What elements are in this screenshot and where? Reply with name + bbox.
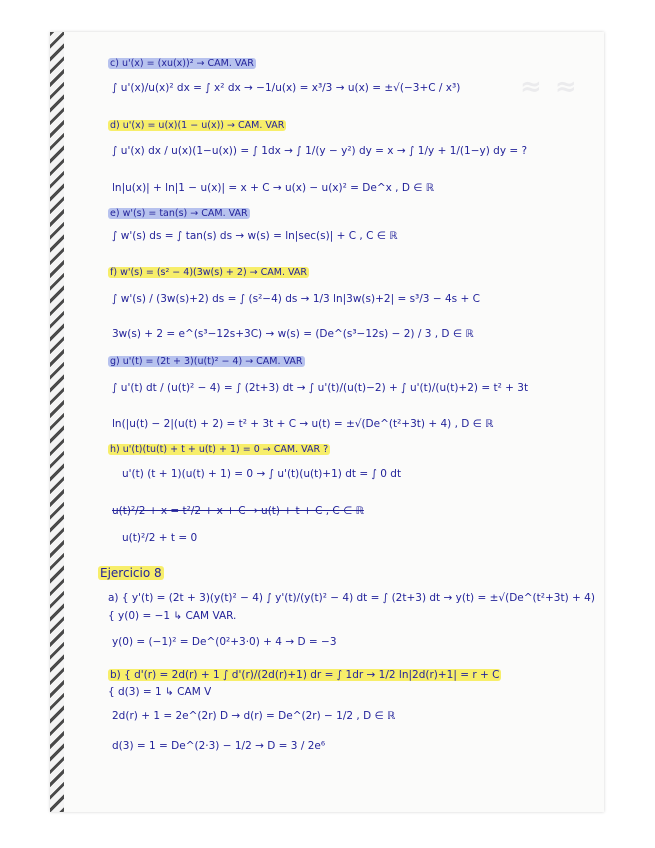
- note-line-e-1: ∫ w'(s) ds = ∫ tan(s) ds → w(s) = ln|sec(s)| + C , C ∈ ℝ: [112, 230, 398, 242]
- note-line-g-1: ∫ u'(t) dt / (u(t)² − 4) = ∫ (2t+3) dt → ∫ u'(t)/(u(t)−2) + ∫ u'(t)/(u(t)+2) = t² + 3t: [112, 382, 529, 394]
- note-line-g-head: g) u'(t) = (2t + 3)(u(t)² − 4) → CAM. VAR: [110, 356, 303, 367]
- note-line-g-2: ln(|u(t) − 2|(u(t) + 2) = t² + 3t + C → u(t) = ±√(De^(t²+3t) + 4) , D ∈ ℝ: [112, 418, 494, 430]
- note-line-f-1: ∫ w'(s) / (3w(s)+2) ds = ∫ (s²−4) ds → 1/3 ln|3w(s)+2| = s³/3 − 4s + C: [112, 293, 480, 305]
- note-line-f-2: 3w(s) + 2 = e^(s³−12s+3C) → w(s) = (De^(s³−12s) − 2) / 3 , D ∈ ℝ: [112, 328, 474, 340]
- note-line-h-head: h) u'(t)(tu(t) + t + u(t) + 1) = 0 → CAM. VAR ?: [110, 444, 329, 455]
- note-line-h-1: u'(t) (t + 1)(u(t) + 1) = 0 → ∫ u'(t)(u(t)+1) dt = ∫ 0 dt: [122, 468, 402, 480]
- note-line-b-4: d(3) = 1 = De^(2·3) − 1/2 → D = 3 / 2e⁶: [112, 740, 326, 752]
- note-line-a-2: { y(0) = −1 ↳ CAM VAR.: [108, 610, 237, 622]
- note-line-b-3: 2d(r) + 1 = 2e^(2r) D → d(r) = De^(2r) − 1/2 , D ∈ ℝ: [112, 710, 396, 722]
- bleed-through-text: ≈ ≈: [520, 72, 579, 102]
- note-line-d-2: ln|u(x)| + ln|1 − u(x)| = x + C → u(x) − u(x)² = De^x , D ∈ ℝ: [112, 182, 435, 194]
- spiral-binding: [50, 32, 64, 812]
- note-line-a-3: y(0) = (−1)² = De^(0²+3·0) + 4 → D = −3: [112, 636, 337, 648]
- note-line-d-1: ∫ u'(x) dx / u(x)(1−u(x)) = ∫ 1dx → ∫ 1/(y − y²) dy = x → ∫ 1/y + 1/(1−y) dy = ?: [112, 145, 528, 157]
- note-line-h-3: u(t)²/2 + t = 0: [122, 532, 198, 544]
- note-line-b-2: { d(3) = 1 ↳ CAM V: [108, 686, 212, 698]
- note-line-a-1: a) { y'(t) = (2t + 3)(y(t)² − 4) ∫ y'(t)/(y(t)² − 4) dt = ∫ (2t+3) dt → y(t) = ±√(De^(t²+3t) + 4): [108, 592, 595, 604]
- note-line-ej8: Ejercicio 8: [100, 566, 162, 580]
- note-line-d-head: d) u'(x) = u(x)(1 − u(x)) → CAM. VAR: [110, 120, 285, 131]
- note-line-b-1: b) { d'(r) = 2d(r) + 1 ∫ d'(r)/(2d(r)+1) dr = ∫ 1dr → 1/2 ln|2d(r)+1| = r + C: [110, 669, 500, 681]
- note-line-f-head: f) w'(s) = (s² − 4)(3w(s) + 2) → CAM. VAR: [110, 267, 308, 278]
- note-line-c-head: c) u'(x) = (xu(x))² → CAM. VAR: [110, 58, 254, 69]
- note-line-c-1: ∫ u'(x)/u(x)² dx = ∫ x² dx → −1/u(x) = x³/3 → u(x) = ±√(−3+C / x³): [112, 82, 461, 94]
- note-line-e-head: e) w'(s) = tan(s) → CAM. VAR: [110, 208, 248, 219]
- note-line-h-2: u(t)²/2 + x = t²/2 + x + C → u(t) + t + C , C ∈ ℝ: [112, 505, 364, 517]
